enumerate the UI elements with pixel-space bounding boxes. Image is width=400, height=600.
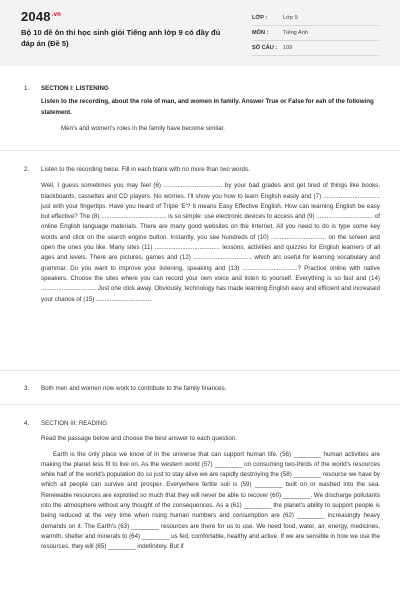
meta-row-class: [252, 11, 380, 26]
page-header: [0, 0, 400, 64]
question-number: 1.: [24, 85, 30, 92]
question-instruction: Listen to the recording twice. Fill in each blank with no more than two words.: [41, 166, 250, 173]
question-2: [24, 165, 380, 305]
question-1: [24, 84, 380, 134]
meta-row-subject: [252, 26, 380, 41]
meta-key: MÔN :: [252, 30, 269, 36]
document-title: Bộ 10 đề ôn thi học sinh giỏi Tiếng anh lớp 9 có đầy đủ đáp án (Đề 5): [21, 28, 221, 48]
question-instruction: Listen to the recording, about the role of man, and women in family. Answer True or False for eah of the following statement.: [41, 98, 374, 116]
question-passage: Well, I guess sometimes you may feel (6) .................................. by your bad grades and get tired of things like books, blackboards, cassettes and CD players. No worries. I'll show you how to learn English easily and (7) ................................. just with your fingertips. Have you heard of Triple 'E'? It means Easy Effective English. How can learning English be easy but effective? The (8) ...................................... is so simple: use electronic devices to access and (9) ................................. of online English language materials. There are many good websites on the Internet. All you need to do is type some key words and click on the search engine button. Instantly, you see hundreds of (10) ................................ on the screen and open the ones you like. Many sites (11) ...................................... lessons, activities and quizzes for English learners of all ages and levels. There are pictures, games and (12) ................................., which arc useful for learning vocabulary and grammar. Do you want to improve your listening, speaking and (13) ................................? Practice online with native speakers. Choose the sites where you can record your own voice and listen to yourself. Everything is so fast and (14) ................................ Just one click away. Obviously, technology has made learning English easy and efficient and increased your chance of (15) .................................: [41, 182, 380, 303]
meta-key: SỐ CÂU :: [252, 45, 278, 51]
logo-text: 2048: [21, 9, 51, 24]
question-number: 4.: [24, 420, 30, 427]
divider: [0, 370, 400, 371]
question-3: [24, 384, 380, 394]
meta-row-count: [252, 41, 380, 56]
question-statement: Men's and women's roles in the family have become similar.: [61, 124, 225, 132]
question-4: [24, 419, 380, 553]
logo-suffix: .vn: [51, 11, 62, 18]
question-instruction: Read the passage below and choose the best answer to each question.: [41, 435, 238, 443]
question-number: 2.: [24, 166, 30, 173]
meta-key: LỚP :: [252, 15, 268, 21]
site-logo[interactable]: [21, 9, 61, 24]
divider: [0, 150, 400, 151]
question-text: Both men and women now work to contribute to the family finances.: [41, 385, 227, 392]
meta-value: 109: [283, 45, 293, 51]
meta-value: Lớp 9: [283, 15, 298, 21]
divider: [0, 404, 400, 405]
meta-value: Tiếng Anh: [283, 30, 308, 36]
section-heading: SECTION III: READING: [41, 420, 108, 427]
question-passage: Earth is the only place we know of in the universe that can support human life. (56) ________ human activities are making the planet less fit to live on. As the western world (57) ________ on consuming two-thirds of the world's resources while half of the world's population do so just to stay alive we are rapidly destroying the (58) ________ resource we have by which all people can survive and prosper. Everywhere fertile soil is (59) ________ built on or washed into the sea. Renewable resources are exploited so much that they will never be able to recover (60) ________. We discharge pollutants into the atmosphere without any thought of the consequences. As a (61) ________ the planet's ability to support people is being reduced at the very time when rising human numbers and consumption are (62) ________ increasingly heavy demands on it. The Earth's (63) ________ resources are there for us to use. We need food, water, air, energy, medicines, warmth, shelter and minerals to (64) ________ us fed, comfortable, healthy and active. If we are sensible in how we use the resources, they will (65) ________ indefinitely. But if: [41, 450, 380, 551]
document-meta: [252, 11, 380, 56]
section-heading: SECTION I: LISTENING: [41, 85, 109, 92]
question-number: 3.: [24, 385, 30, 392]
document-content: [0, 66, 400, 600]
